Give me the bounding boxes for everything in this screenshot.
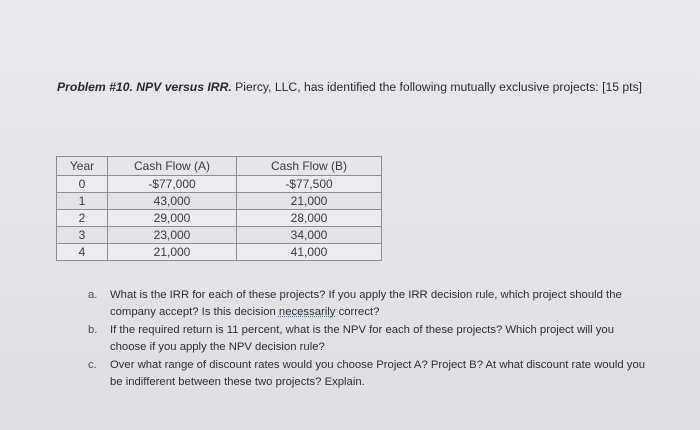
question-item-c [88, 357, 648, 391]
table-row [57, 210, 382, 227]
table-row [57, 244, 382, 261]
question-letter: c. [88, 359, 97, 371]
problem-text: Piercy, LLC, has identified the following mutually exclusive projects: [15 pts] [231, 80, 643, 94]
problem-statement [57, 78, 647, 97]
column-header-cash-flow-a: Cash Flow (A) [108, 157, 237, 176]
table-row [57, 176, 382, 193]
cell-cash-flow-a: 23,000 [108, 227, 237, 244]
column-header-cash-flow-b: Cash Flow (B) [237, 157, 382, 176]
cell-cash-flow-b: 28,000 [237, 210, 382, 227]
column-header-year: Year [57, 157, 108, 176]
question-letter: a. [88, 289, 98, 301]
cell-cash-flow-a: 43,000 [108, 193, 237, 210]
question-letter: b. [88, 324, 98, 336]
cell-year: 1 [57, 193, 108, 210]
cell-cash-flow-b: 41,000 [237, 244, 382, 261]
cash-flow-table [56, 156, 382, 261]
cell-cash-flow-b: -$77,500 [237, 176, 382, 193]
question-text: Over what range of discount rates would you choose Project A? Project B? At what discount rate would you be indifferent between these two projects? Explain. [110, 359, 646, 388]
table-row [57, 227, 382, 244]
cell-year: 4 [57, 244, 108, 261]
spellcheck-flagged-word: necessarily [278, 306, 336, 318]
cell-cash-flow-b: 21,000 [237, 193, 382, 210]
table-header-row [57, 157, 382, 176]
cell-year: 2 [57, 210, 108, 227]
question-list [88, 287, 648, 392]
table-row [57, 193, 382, 210]
cell-cash-flow-a: -$77,000 [108, 176, 237, 193]
question-item-b [88, 322, 648, 356]
problem-title: Problem #10. NPV versus IRR. [57, 80, 232, 94]
cell-cash-flow-b: 34,000 [237, 227, 382, 244]
question-item-a [88, 287, 648, 321]
question-text: If the required return is 11 percent, what is the NPV for each of these projects? Which project will you choose if you apply the NPV decision rule? [110, 324, 615, 353]
cell-year: 3 [57, 227, 108, 244]
cell-cash-flow-a: 21,000 [108, 244, 237, 261]
question-text: What is the IRR for each of these projects? If you apply the IRR decision rule, which project should the company accept? Is this decision [110, 289, 622, 318]
cell-cash-flow-a: 29,000 [108, 210, 237, 227]
cell-year: 0 [57, 176, 108, 193]
question-text-end: correct? [335, 306, 380, 318]
